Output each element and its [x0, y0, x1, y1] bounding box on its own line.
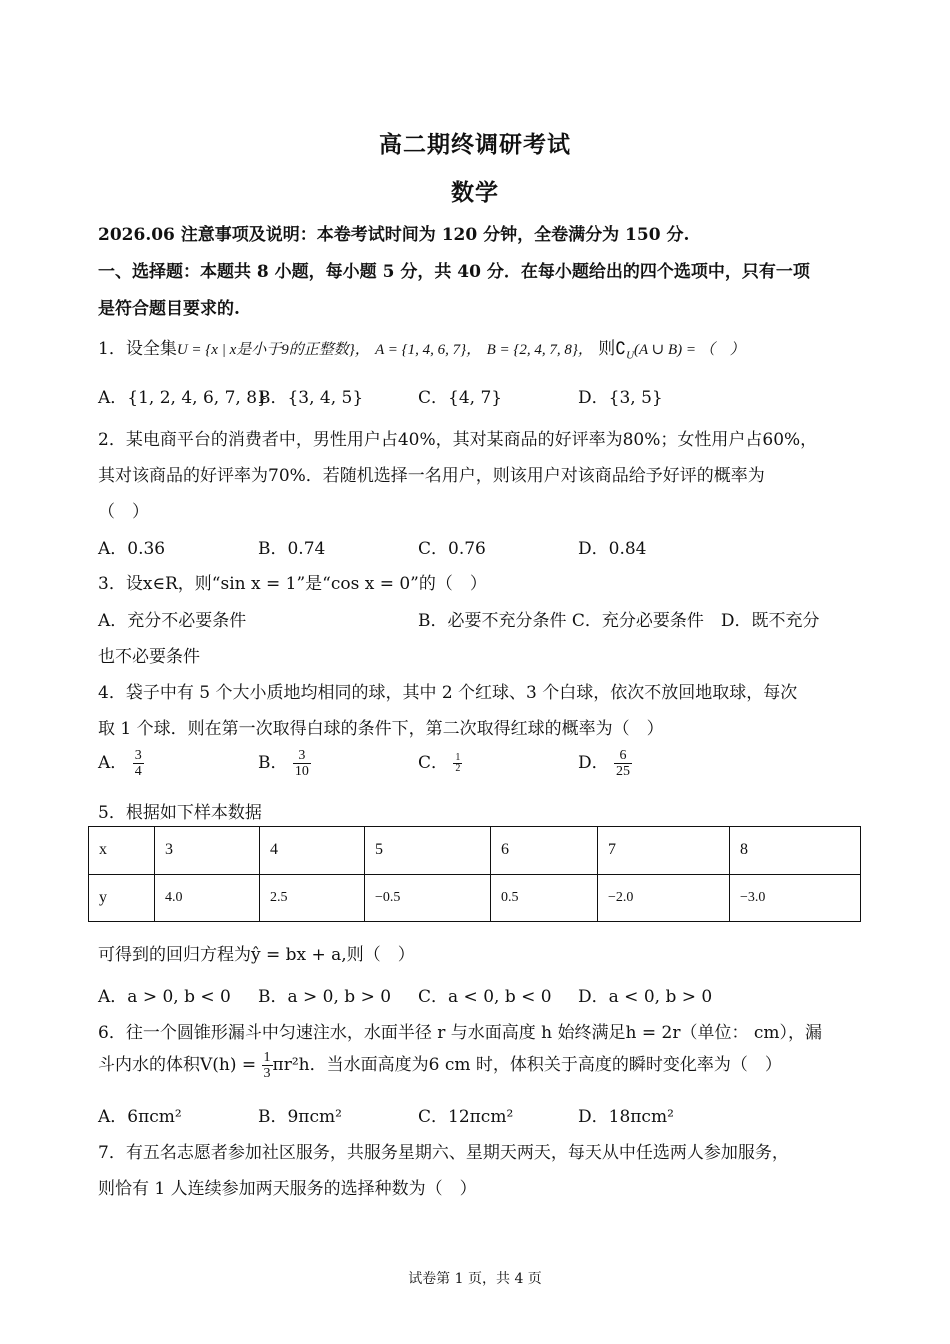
question-6-cont: [98, 1050, 782, 1081]
q3-option-d-cont: 也不必要条件: [98, 647, 200, 667]
q6-option-a: A．6πcm²: [98, 1107, 182, 1127]
q2-option-d: D．0.84: [578, 539, 647, 559]
section1-heading-cont: 是符合题目要求的.: [98, 299, 240, 319]
table-cell: y: [89, 874, 155, 922]
q4-option-c: [418, 748, 462, 774]
table-cell: 3: [155, 827, 260, 875]
table-row-x: [89, 827, 861, 875]
table-cell: 5: [365, 827, 491, 875]
q5-option-c: C．a < 0, b < 0: [418, 987, 552, 1007]
question-2-cont: 其对该商品的好评率为70%．若随机选择一名用户，则该用户对该商品给予好评的概率为: [98, 466, 765, 486]
question-6: 6．往一个圆锥形漏斗中匀速注水，水面半径 r 与水面高度 h 始终满足h = 2r（单位： cm），漏: [98, 1023, 822, 1043]
q1-set-a: A = {1, 4, 6, 7}，: [375, 342, 482, 358]
table-cell: 2.5: [260, 874, 365, 922]
q4-option-d: [578, 748, 632, 779]
table-cell: 6: [491, 827, 598, 875]
q1-ask2: (A ∪ B) = （ ）: [634, 342, 745, 358]
question-5-cont: 可得到的回归方程为ŷ = bx + a,则（ ）: [98, 945, 415, 965]
section1-heading: 一、选择题：本题共 8 小题，每小题 5 分，共 40 分．在每小题给出的四个选项中，只有一项: [98, 262, 810, 282]
sample-data-table: [88, 826, 861, 922]
q4-label-d: D．: [578, 753, 609, 773]
q5-option-d: D．a < 0, b > 0: [578, 987, 713, 1007]
q3-option-bcd: B．必要不充分条件 C．充分必要条件 D．既不充分: [418, 611, 820, 631]
table-cell: −2.0: [598, 874, 730, 922]
q4-frac-b: $\frac{3}{10}$: [294, 748, 309, 779]
q1-set-u: U = {x | x是小于9的正整数}，: [176, 342, 370, 358]
question-4: 4．袋子中有 5 个大小质地均相同的球，其中 2 个红球、3 个白球，依次不放回地取球，每次: [98, 683, 798, 703]
q6-option-b: B．9πcm²: [258, 1107, 342, 1127]
question-7-cont: 则恰有 1 人连续参加两天服务的选择种数为（ ）: [98, 1179, 477, 1199]
question-1: [98, 334, 745, 361]
q1-option-a: A．{1, 2, 4, 6, 7, 8}: [98, 388, 268, 408]
q4-frac-c: $\frac{1}{2}$: [455, 752, 461, 774]
q1-ask: 则∁: [598, 339, 627, 359]
table-row-y: [89, 874, 861, 922]
q4-label-c: C．: [418, 753, 449, 773]
question-3: 3．设x∈R，则“sin x = 1”是“cos x = 0”的（ ）: [98, 574, 487, 594]
q6-option-d: D．18πcm²: [578, 1107, 674, 1127]
table-cell: 8: [730, 827, 861, 875]
q1-set-b: B = {2, 4, 7, 8}，: [486, 342, 593, 358]
table-cell: −3.0: [730, 874, 861, 922]
question-4-cont: 取 1 个球．则在第一次取得白球的条件下，第二次取得红球的概率为（ ）: [98, 719, 664, 739]
q1-option-d: D．{3, 5}: [578, 388, 663, 408]
table-cell: 7: [598, 827, 730, 875]
q5-option-a: A．a > 0, b < 0: [98, 987, 231, 1007]
notice: 2026.06 注意事项及说明：本卷考试时间为 120 分钟，全卷满分为 150 分.: [98, 225, 690, 245]
q6-frac: $\frac{1}{3}$: [263, 1050, 271, 1081]
table-cell: −0.5: [365, 874, 491, 922]
table-cell: x: [89, 827, 155, 875]
q1-sub: U: [626, 349, 635, 362]
q4-label-b: B．: [258, 753, 288, 773]
q6-volume-text2: πr²h．当水面高度为6 cm 时，体积关于高度的瞬时变化率为（ ）: [272, 1055, 782, 1075]
subject-title: 数学: [451, 179, 499, 206]
q3-option-a: A．充分不必要条件: [98, 611, 247, 631]
question-7: 7．有五名志愿者参加社区服务，共服务星期六、星期天两天，每天从中任选两人参加服务，: [98, 1143, 789, 1163]
exam-title: 高二期终调研考试: [379, 131, 571, 158]
table-cell: 0.5: [491, 874, 598, 922]
q6-option-c: C．12πcm²: [418, 1107, 514, 1127]
q1-number: 1．设全集: [98, 339, 177, 359]
q2-option-a: A．0.36: [98, 539, 166, 559]
table-cell: 4.0: [155, 874, 260, 922]
q4-frac-d: $\frac{6}{25}$: [616, 748, 631, 779]
q4-frac-a: $\frac{3}{4}$: [134, 748, 142, 779]
q5-option-b: B．a > 0, b > 0: [258, 987, 392, 1007]
q4-option-b: [258, 748, 311, 779]
page-footer: 试卷第 1 页，共 4 页: [408, 1271, 542, 1287]
question-2: 2．某电商平台的消费者中，男性用户占40%，其对某商品的好评率为80%；女性用户占60%，: [98, 430, 818, 450]
q2-option-c: C．0.76: [418, 539, 486, 559]
q4-label-a: A．: [98, 753, 128, 773]
question-5: 5．根据如下样本数据: [98, 803, 262, 823]
table-cell: 4: [260, 827, 365, 875]
q1-option-b: B．{3, 4, 5}: [258, 388, 364, 408]
q4-option-a: [98, 748, 144, 779]
question-2-paren: （ ）: [98, 502, 149, 522]
q2-option-b: B．0.74: [258, 539, 326, 559]
q1-option-c: C．{4, 7}: [418, 388, 503, 408]
q6-volume-text: 斗内水的体积V(h) =: [98, 1055, 257, 1075]
